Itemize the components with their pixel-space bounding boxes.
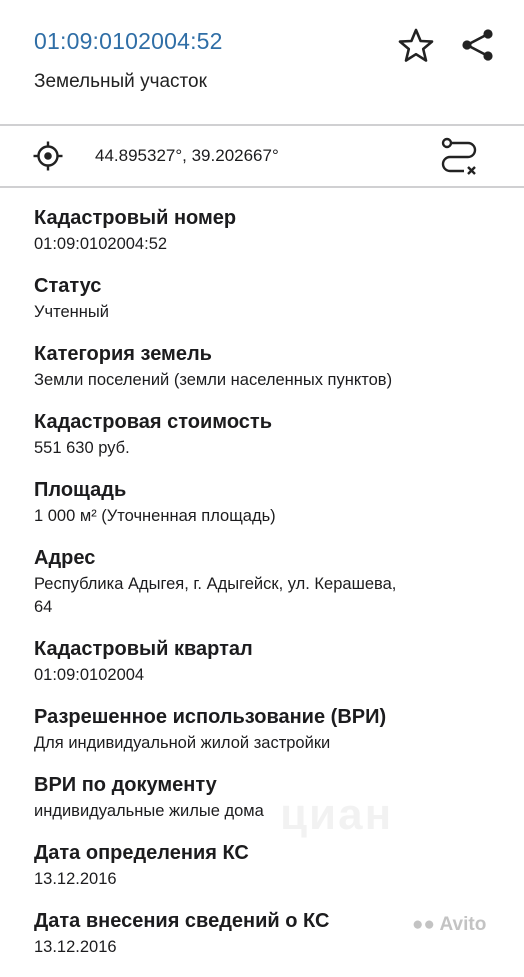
field-label: Кадастровый квартал [34, 638, 253, 660]
route-icon [438, 136, 480, 178]
favorite-button[interactable] [396, 26, 436, 66]
divider [0, 186, 524, 188]
field-value[interactable]: 01:09:0102004 [34, 666, 145, 684]
field-value: 551 630 руб. [34, 439, 130, 457]
field-label: Адрес [34, 547, 96, 569]
share-icon [458, 26, 498, 66]
field-cadastral-quarter [34, 637, 504, 687]
field-cadastral-value [34, 410, 504, 460]
field-land-category [34, 342, 504, 392]
field-permitted-use [34, 705, 504, 755]
coordinates-bar [0, 126, 524, 186]
object-type-subtitle: Земельный участок [34, 71, 207, 92]
field-cadastral-number [34, 206, 504, 256]
star-icon [396, 26, 436, 66]
field-value: 13.12.2016 [34, 938, 117, 956]
field-valuation-date [34, 841, 504, 891]
details-list [34, 206, 504, 977]
field-value: индивидуальные жилые дома [34, 802, 264, 820]
locate-button[interactable] [32, 140, 64, 172]
field-label: Кадастровая стоимость [34, 411, 272, 433]
coordinates-text[interactable]: 44.895327°, 39.202667° [95, 146, 279, 165]
route-button[interactable] [438, 136, 480, 178]
field-permitted-use-document [34, 773, 504, 823]
cadastral-number-title: 01:09:0102004:52 [34, 28, 223, 54]
locate-icon [32, 140, 64, 172]
field-value: 1 000 м² (Уточненная площадь) [34, 507, 276, 525]
field-address [34, 546, 504, 619]
field-label: Статус [34, 275, 102, 297]
field-value: Для индивидуальной жилой застройки [34, 734, 331, 752]
avito-watermark [412, 914, 486, 936]
field-label: Площадь [34, 479, 127, 501]
field-value[interactable]: Республика Адыгея, г. Адыгейск, ул. Керашева, 64 [34, 575, 397, 616]
field-value: Земли поселений (земли населенных пунктов) [34, 371, 393, 389]
cian-watermark: циан [280, 790, 394, 839]
field-label: Разрешенное использование (ВРИ) [34, 706, 387, 728]
header [0, 0, 524, 124]
field-label: Кадастровый номер [34, 207, 237, 229]
field-status [34, 274, 504, 324]
field-label: Дата внесения сведений о КС [34, 910, 330, 932]
avito-logo-icon: ●● [412, 914, 440, 935]
field-value: 13.12.2016 [34, 870, 117, 888]
share-button[interactable] [458, 26, 498, 66]
field-value: Учтенный [34, 303, 109, 321]
field-value[interactable]: 01:09:0102004:52 [34, 235, 168, 253]
field-label: ВРИ по документу [34, 774, 217, 796]
avito-watermark-text: Avito [439, 914, 487, 935]
field-label: Категория земель [34, 343, 212, 365]
field-area [34, 478, 504, 528]
field-label: Дата определения КС [34, 842, 249, 864]
